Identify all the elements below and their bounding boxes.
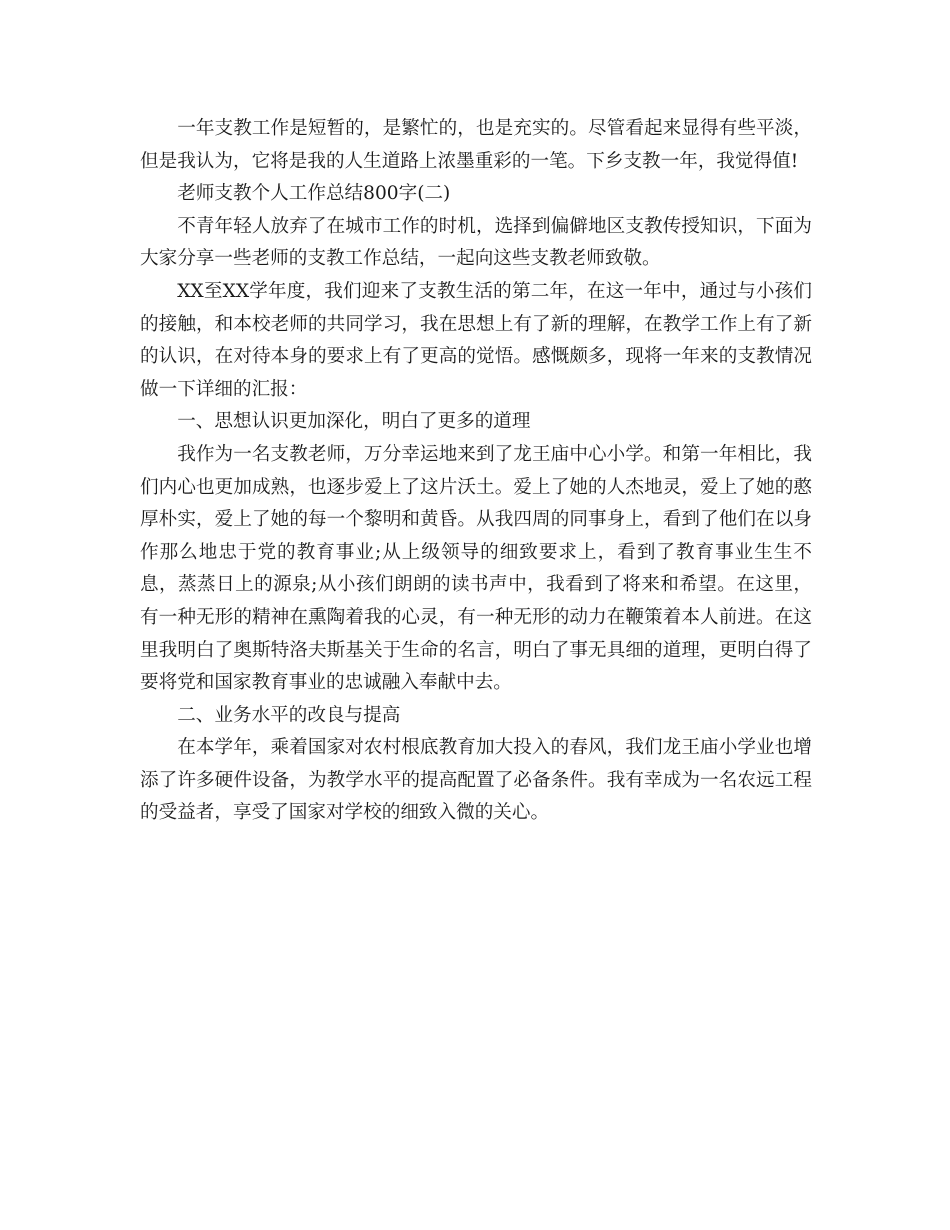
paragraph-closing-remark: 一年支教工作是短暂的，是繁忙的，也是充实的。尽管看起来显得有些平淡，但是我认为，它将是我的人生道路上浓墨重彩的一笔。下乡支教一年，我觉得值!: [140, 118, 812, 172]
paragraph-intro: 不青年轻人放弃了在城市工作的时机，选择到偏僻地区支教传授知识，下面为大家分享一些老师的支教工作总结，一起向这些支教老师致敬。: [140, 215, 812, 270]
paragraph-section-1: 我作为一名支教老师，万分幸运地来到了龙王庙中心小学。和第一年相比，我们内心也更加成熟，也逐步爱上了这片沃土。爱上了她的人杰地灵，爱上了她的憨厚朴实，爱上了她的每一个黎明和黄昏。从我四周的同事身上，看到了他们在以身作那么地忠于党的教育事业;从上级领导的细致要求上，看到了教育事业生生不息，蒸蒸日上的源泉;从小孩们朗朗的读书声中，我看到了将来和希望。在这里，有一种无形的精神在熏陶着我的心灵，有一种无形的动力在鞭策着本人前进。在这里我明白了奥斯特洛夫斯基关于生命的名言，明白了事无具细的道理，更明白得了要将党和国家教育事业的忠诚融入奉献中去。: [140, 443, 812, 694]
paragraph-overview: XX至XX学年度，我们迎来了支教生活的第二年，在这一年中，通过与小孩们的接触，和本校老师的共同学习，我在思想上有了新的理解，在教学工作上有了新的认识，在对待本身的要求上有了更高的觉悟。感慨颇多，现将一年来的支教情况做一下详细的汇报：: [140, 280, 812, 400]
document-body: [140, 113, 812, 830]
heading-section-2: 二、业务水平的改良与提高: [177, 704, 401, 726]
section-title: 老师支教个人工作总结800字(二): [177, 183, 451, 205]
paragraph-section-2: 在本学年，乘着国家对农村根底教育加大投入的春风，我们龙王庙小学业也增添了许多硬件设备，为教学水平的提高配置了必备条件。我有幸成为一名农远工程的受益者，享受了国家对学校的细致入微的关心。: [140, 737, 812, 824]
heading-section-1: 一、思想认识更加深化，明白了更多的道理: [177, 411, 531, 433]
